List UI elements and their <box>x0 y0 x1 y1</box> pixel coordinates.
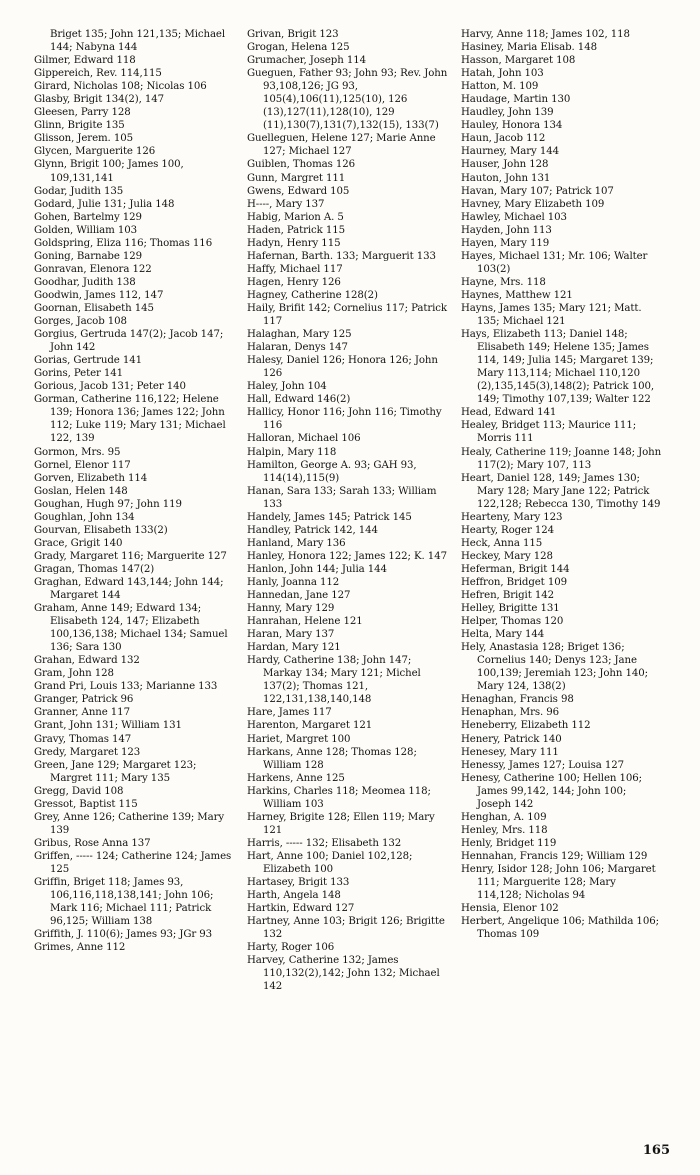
index-entry: Helley, Brigitte 131 <box>461 603 560 615</box>
index-entry: Griffen, ----- 124; Catherine 124; James 125 <box>34 850 232 875</box>
index-entry: Grogan, Helena 125 <box>247 42 350 54</box>
index-column-3 <box>461 28 663 941</box>
index-entry: Hayen, Mary 119 <box>461 237 550 249</box>
index-entry: Hagney, Catherine 128(2) <box>247 289 378 301</box>
index-entry: Haffy, Michael 117 <box>247 263 343 275</box>
index-entry: Harris, ----- 132; Elisabeth 132 <box>247 837 402 849</box>
index-entry: Hely, Anastasia 128; Briget 136; Cornelius 140; Denys 123; Jane 100,139; Jeremiah 123; John 140; Mary 124, 138(2) <box>461 642 648 693</box>
index-entry: Girard, Nicholas 108; Nicolas 106 <box>34 81 207 93</box>
index-entry: Gravy, Thomas 147 <box>34 733 132 745</box>
index-entry: Havney, Mary Elizabeth 109 <box>461 198 605 210</box>
index-entry: Halesy, Daniel 126; Honora 126; John 126 <box>247 355 438 380</box>
index-entry: Godard, Julie 131; Julia 148 <box>34 198 175 210</box>
index-entry: Hearty, Roger 124 <box>461 524 555 536</box>
index-entry: Harkins, Charles 118; Meomea 118; William 103 <box>247 785 431 810</box>
index-entry: Henghan, A. 109 <box>461 811 547 823</box>
index-entry: Halaghan, Mary 125 <box>247 329 352 341</box>
index-entry: Hefren, Brigit 142 <box>461 590 554 602</box>
index-entry: Grimes, Anne 112 <box>34 942 126 954</box>
index-entry: Goodhar, Judith 138 <box>34 276 136 288</box>
index-entry: Hauley, Honora 134 <box>461 120 563 132</box>
index-entry: Goldspring, Eliza 116; Thomas 116 <box>34 237 213 249</box>
index-entry: Grant, John 131; William 131 <box>34 720 182 732</box>
index-entry: Gleesen, Parry 128 <box>34 107 131 119</box>
index-entry: Hardan, Mary 121 <box>247 642 341 654</box>
index-entry: Graghan, Edward 143,144; John 144; Margaret 144 <box>34 576 224 602</box>
index-entry: Handely, James 145; Patrick 145 <box>247 511 412 523</box>
index-entry: Harvy, Anne 118; James 102, 118 <box>461 29 630 40</box>
index-entry: Henry, Isidor 128; John 106; Margaret 111; Marguerite 128; Mary 114,128; Nicholas 94 <box>461 864 656 902</box>
index-entry: Harney, Brigite 128; Ellen 119; Mary 121 <box>247 811 435 836</box>
index-entry: Gohen, Bartelmy 129 <box>34 211 142 223</box>
index-entry: Gorgius, Gertruda 147(2); Jacob 147; John 142 <box>34 329 224 354</box>
index-entry: Hart, Anne 100; Daniel 102,128; Elizabeth 100 <box>247 850 413 875</box>
index-entry: Hare, James 117 <box>247 707 332 719</box>
index-entry: Hasson, Margaret 108 <box>461 55 576 67</box>
page-number: 165 <box>642 1143 670 1158</box>
index-entry: Gormon, Mrs. 95 <box>34 446 121 458</box>
index-entry: Hanland, Mary 136 <box>247 537 346 549</box>
index-entry: Hagen, Henry 126 <box>247 276 341 288</box>
index-entry: Grey, Anne 126; Catherine 139; Mary 139 <box>34 811 225 836</box>
index-entry: Gippereich, Rev. 114,115 <box>34 68 162 80</box>
index-entry: Hallicy, Honor 116; John 116; Timothy 116 <box>247 407 442 432</box>
index-entry: Grand Pri, Louis 133; Marianne 133 <box>34 681 218 693</box>
index-entry: Henaghan, Francis 98 <box>461 694 574 706</box>
index-entry: Henesey, Mary 111 <box>461 746 559 758</box>
index-entry: Gressot, Baptist 115 <box>34 798 138 810</box>
index-entry: Goornan, Elisabeth 145 <box>34 302 154 314</box>
index-entry: Henessy, James 127; Louisa 127 <box>461 759 624 771</box>
index-entry: Gorven, Elizabeth 114 <box>34 472 148 484</box>
index-entry: Glinn, Brigite 135 <box>34 120 125 132</box>
index-entry: Hanrahan, Helene 121 <box>247 616 363 628</box>
index-entry: Goning, Barnabe 129 <box>34 250 143 262</box>
index-entry: Gorias, Gertrude 141 <box>34 355 142 367</box>
index-entry: Gram, John 128 <box>34 668 114 680</box>
index-column-2 <box>247 28 449 993</box>
index-entry: Halloran, Michael 106 <box>247 433 361 445</box>
index-entry: Gornel, Elenor 117 <box>34 459 131 471</box>
index-entry: Heck, Anna 115 <box>461 537 543 549</box>
index-entry: Haudage, Martin 130 <box>461 94 571 106</box>
index-entry: Gorges, Jacob 108 <box>34 316 127 328</box>
index-entry: Healy, Catherine 119; Joanne 148; John 117(2); Mary 107, 113 <box>461 446 662 471</box>
index-entry: Herbert, Angelique 106; Mathilda 106; Thomas 109 <box>461 916 659 941</box>
index-entry: Hennahan, Francis 129; William 129 <box>461 850 648 862</box>
index-entry: Hensia, Elenor 102 <box>461 903 559 915</box>
index-entry: Hartney, Anne 103; Brigit 126; Brigitte 132 <box>247 916 445 941</box>
index-entry: Hasiney, Maria Elisab. 148 <box>461 42 597 54</box>
index-entry: Gorins, Peter 141 <box>34 368 124 380</box>
index-entry: Goughlan, John 134 <box>34 511 135 523</box>
index-entry: Habig, Marion A. 5 <box>247 211 344 223</box>
index-entry: Gredy, Margaret 123 <box>34 746 141 758</box>
index-entry: Griffith, J. 110(6); James 93; JGr 93 <box>34 929 213 941</box>
index-entry: Goodwin, James 112, 147 <box>34 289 164 301</box>
index-entry: Guiblen, Thomas 126 <box>247 159 356 171</box>
index-entry: Haynes, Matthew 121 <box>461 289 573 301</box>
index-entry: Handley, Patrick 142, 144 <box>247 524 378 536</box>
index-entry: Harkans, Anne 128; Thomas 128; William 128 <box>247 746 417 771</box>
index-entry: Helta, Mary 144 <box>461 629 545 641</box>
index-entry: Glynn, Brigit 100; James 100, 109,131,141 <box>34 159 184 184</box>
index-entry: Haurney, Mary 144 <box>461 146 559 158</box>
index-entry: Haily, Brifit 142; Cornelius 117; Patrick 117 <box>247 302 447 328</box>
index-entry: Hauton, John 131 <box>461 172 551 184</box>
index-entry: Harvey, Catherine 132; James 110,132(2),142; John 132; Michael 142 <box>247 955 440 993</box>
index-entry: Glycen, Marguerite 126 <box>34 146 156 158</box>
index-entry: Hartasey, Brigit 133 <box>247 877 350 889</box>
index-entry: Halaran, Denys 147 <box>247 342 348 354</box>
index-entry: Gribus, Rose Anna 137 <box>34 837 151 849</box>
index-entry: Henley, Mrs. 118 <box>461 824 548 836</box>
index-entry: Hayns, James 135; Mary 121; Matt. 135; Michael 121 <box>461 302 642 328</box>
index-entry: Hauser, John 128 <box>461 159 549 171</box>
index-entry: Grivan, Brigit 123 <box>247 29 339 40</box>
index-entry: Heferman, Brigit 144 <box>461 563 570 575</box>
index-entry: Hearteny, Mary 123 <box>461 511 563 523</box>
index-entry: Gragan, Thomas 147(2) <box>34 563 155 575</box>
index-entry: Haun, Jacob 112 <box>461 133 546 145</box>
index-entry: Grady, Margaret 116; Marguerite 127 <box>34 550 227 562</box>
index-entry: Green, Jane 129; Margaret 123; Margret 111; Mary 135 <box>34 759 197 784</box>
index-entry: Gwens, Edward 105 <box>247 185 350 197</box>
index-entry: Hatton, M. 109 <box>461 81 539 93</box>
index-entry: Hartkin, Edward 127 <box>247 903 355 915</box>
index-entry: Guelleguen, Helene 127; Marie Anne 127; Michael 127 <box>247 133 436 158</box>
index-entry: Hadyn, Henry 115 <box>247 237 341 249</box>
index-entry: Halpin, Mary 118 <box>247 446 337 458</box>
index-entry: Granner, Anne 117 <box>34 707 130 719</box>
index-entry: Gourvan, Elisabeth 133(2) <box>34 524 168 536</box>
index-entry: Briget 135; John 121,135; Michael 144; Nabyna 144 <box>50 29 226 54</box>
index-entry: Gonravan, Elenora 122 <box>34 263 152 275</box>
index-entry: Harenton, Margaret 121 <box>247 720 373 732</box>
index-entry: Hayne, Mrs. 118 <box>461 276 546 288</box>
index-entry: Hanlon, John 144; Julia 144 <box>247 563 387 575</box>
index-entry: Harty, Roger 106 <box>247 942 335 954</box>
index-entry: Harkens, Anne 125 <box>247 772 345 784</box>
index-entry: Gueguen, Father 93; John 93; Rev. John 93,108,126; JG 93, 105(4),106(11),125(10), 126 (13),127(11),128(10), 129 (11),130(7),131(7),132(15), 133(7) <box>247 68 448 132</box>
index-column-1 <box>34 28 236 954</box>
index-entry: Hanley, Honora 122; James 122; K. 147 <box>247 550 447 562</box>
index-entry: Hardy, Catherine 138; John 147; Markay 134; Mary 121; Michel 137(2); Thomas 121, 122,131,138,140,148 <box>247 655 421 706</box>
index-entry: Heckey, Mary 128 <box>461 550 553 562</box>
index-entry: Gilmer, Edward 118 <box>34 55 136 67</box>
index-entry: Glisson, Jerem. 105 <box>34 133 133 145</box>
index-entry: Gregg, David 108 <box>34 785 124 797</box>
index-entry: Hariet, Margret 100 <box>247 733 351 745</box>
index-entry: Harth, Angela 148 <box>247 890 341 902</box>
index-entry: Haran, Mary 137 <box>247 629 335 641</box>
index-entry: Grumacher, Joseph 114 <box>247 55 366 67</box>
index-entry: Haudley, John 139 <box>461 107 554 119</box>
index-entry: Henaphan, Mrs. 96 <box>461 707 560 719</box>
index-entry: Hafernan, Barth. 133; Marguerit 133 <box>247 250 436 262</box>
index-entry: Haden, Patrick 115 <box>247 224 346 236</box>
index-entry: Grace, Grigit 140 <box>34 537 123 549</box>
index-entry: Henesy, Catherine 100; Hellen 106; James 99,142, 144; John 100; Joseph 142 <box>461 772 642 810</box>
index-entry: Healey, Bridget 113; Maurice 111; Morris 111 <box>461 420 637 445</box>
index-entry: Hanny, Mary 129 <box>247 603 335 615</box>
index-entry: Haley, John 104 <box>247 381 327 393</box>
index-entry: Gorman, Catherine 116,122; Helene 139; Honora 136; James 122; John 112; Luke 119; Mary 131; Michael 122, 139 <box>34 394 226 445</box>
index-entry: Granger, Patrick 96 <box>34 694 134 706</box>
index-entry: Hamilton, George A. 93; GAH 93, 114(14),115(9) <box>247 459 417 484</box>
index-entry: Hayden, John 113 <box>461 224 552 236</box>
index-entry: Grahan, Edward 132 <box>34 655 140 667</box>
index-entry: Hannedan, Jane 127 <box>247 590 351 602</box>
index-entry: Glasby, Brigit 134(2), 147 <box>34 94 165 106</box>
index-entry: Golden, William 103 <box>34 224 137 236</box>
index-entry: Hatah, John 103 <box>461 68 544 80</box>
index-entry: Hanan, Sara 133; Sarah 133; William 133 <box>247 485 437 510</box>
index-entry: Head, Edward 141 <box>461 407 557 419</box>
index-entry: Goslan, Helen 148 <box>34 485 128 497</box>
index-entry: Graham, Anne 149; Edward 134; Elisabeth 124, 147; Elizabeth 100,136,138; Michael 134; Samuel 136; Sara 130 <box>34 603 228 654</box>
index-entry: Gunn, Margret 111 <box>247 172 346 184</box>
index-entry: Gorious, Jacob 131; Peter 140 <box>34 381 186 393</box>
index-entry: Goughan, Hugh 97; John 119 <box>34 498 182 510</box>
index-entry: H----, Mary 137 <box>247 198 325 210</box>
index-entry: Havan, Mary 107; Patrick 107 <box>461 185 614 197</box>
index-entry: Heneberry, Elizabeth 112 <box>461 720 591 732</box>
index-entry: Hall, Edward 146(2) <box>247 394 351 406</box>
index-entry: Henery, Patrick 140 <box>461 733 562 745</box>
index-entry: Heffron, Bridget 109 <box>461 576 567 588</box>
index-entry: Heart, Daniel 128, 149; James 130; Mary 128; Mary Jane 122; Patrick 122,128; Rebecca 130, Timothy 149 <box>461 472 661 510</box>
index-entry: Henly, Bridget 119 <box>461 837 557 849</box>
index-entry: Hawley, Michael 103 <box>461 211 567 223</box>
index-entry: Hays, Elizabeth 113; Daniel 148; Elisabeth 149; Helene 135; James 114, 149; Julia 145; Margaret 139; Mary 113,114; Michael 110,120 (2),135,145(3),148(2); Patrick 100, 149; Timothy 107,139; Walter 122 <box>461 329 655 406</box>
index-entry: Godar, Judith 135 <box>34 185 124 197</box>
index-entry: Griffin, Briget 118; James 93, 106,116,118,138,141; John 106; Mark 116; Michael 111; Patrick 96,125; William 138 <box>34 877 214 928</box>
index-entry: Hayes, Michael 131; Mr. 106; Walter 103(2) <box>461 250 648 275</box>
index-entry: Hanly, Joanna 112 <box>247 576 340 588</box>
index-entry: Helper, Thomas 120 <box>461 616 564 628</box>
